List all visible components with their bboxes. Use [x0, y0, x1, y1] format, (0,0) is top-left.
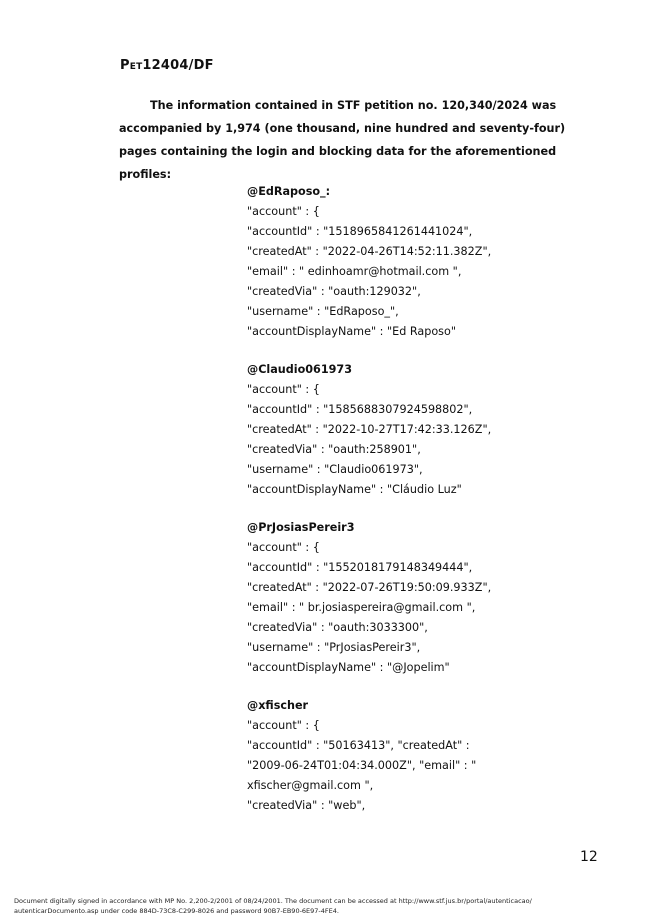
footer-line: autenticarDocumento.asp under code 884D-73C8-C299-8026 and password 90B7-EB90-6E97-4FE4. — [14, 907, 339, 915]
profile-data-line: "createdVia" : "web", — [247, 799, 366, 812]
profile-data-line: "account" : { — [247, 719, 320, 732]
profile-data-line: "createdAt" : "2022-10-27T17:42:33.126Z", — [247, 423, 492, 436]
footer-line: Document digitally signed in accordance with MP No. 2,200-2/2001 of 08/24/2001. The document can be accessed at http://www.stf.jus.br/portal/autenticacao/ — [14, 897, 532, 905]
profile-block — [247, 182, 587, 342]
profile-handle: @Claudio061973 — [247, 363, 352, 376]
profile-data-line: "accountId" : "1585688307924598802", — [247, 403, 473, 416]
profile-data-line: "account" : { — [247, 541, 320, 554]
profile-data-line: "username" : "Claudio061973", — [247, 463, 423, 476]
profile-data-line: "email" : " edinhoamr@hotmail.com ", — [247, 265, 462, 278]
profile-data-line: "account" : { — [247, 383, 320, 396]
profile-data-line: "account" : { — [247, 205, 320, 218]
profile-handle: @PrJosiasPereir3 — [247, 521, 355, 534]
header-prefix: Pet — [120, 58, 143, 73]
profiles-list — [247, 182, 587, 834]
profile-data-line: "username" : "PrJosiasPereir3", — [247, 641, 421, 654]
signature-footer — [14, 896, 614, 916]
profile-data-line: "createdVia" : "oauth:129032", — [247, 285, 421, 298]
profile-data-line: "accountId" : "1518965841261441024", — [247, 225, 473, 238]
profile-data-line: "createdVia" : "oauth:3033300", — [247, 621, 428, 634]
profile-block — [247, 360, 587, 500]
profile-data-line: "createdAt" : "2022-07-26T19:50:09.933Z", — [247, 581, 492, 594]
intro-paragraph: The information contained in STF petition no. 120,340/2024 was accompanied by 1,974 (one thousand, nine hundred and seventy-four) pages containing the login and blocking data for the aforementioned profiles: — [119, 99, 566, 181]
profile-data-line: "accountDisplayName" : "@Jopelim" — [247, 661, 450, 674]
profile-data-line: "createdAt" : "2022-04-26T14:52:11.382Z", — [247, 245, 492, 258]
profile-block — [247, 696, 587, 816]
profile-data-line: "accountDisplayName" : "Ed Raposo" — [247, 325, 457, 338]
document-header — [120, 58, 214, 73]
profile-data-line: xfischer@gmail.com ", — [247, 779, 374, 792]
profile-data-line: "accountId" : "50163413", "createdAt" : — [247, 739, 470, 752]
profile-data-line: "accountDisplayName" : "Cláudio Luz" — [247, 483, 462, 496]
profile-handle: @xfischer — [247, 699, 309, 712]
profile-data-line: "accountId" : "1552018179148349444", — [247, 561, 473, 574]
header-code: 12404/DF — [142, 58, 214, 73]
page-number: 12 — [580, 849, 598, 865]
profile-handle: @EdRaposo_: — [247, 185, 331, 198]
profile-block — [247, 518, 587, 678]
profile-data-line: "2009-06-24T01:04:34.000Z", "email" : " — [247, 759, 477, 772]
profile-data-line: "createdVia" : "oauth:258901", — [247, 443, 421, 456]
profile-data-line: "username" : "EdRaposo_", — [247, 305, 399, 318]
profile-data-line: "email" : " br.josiaspereira@gmail.com ", — [247, 601, 476, 614]
